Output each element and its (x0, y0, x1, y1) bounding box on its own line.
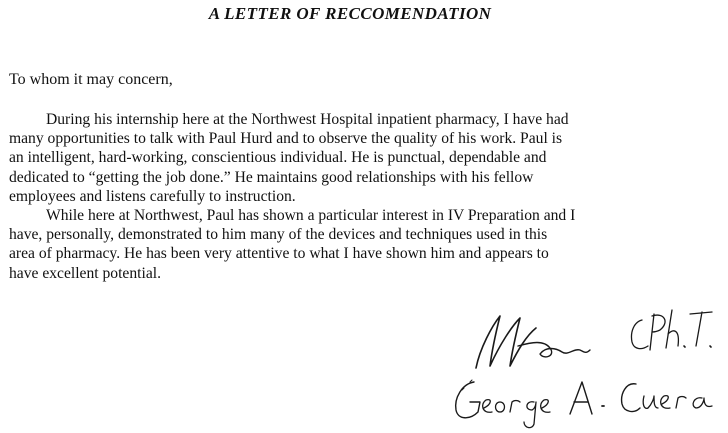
body-line: many opportunities to talk with Paul Hurd and to observe the quality of his work. Paul is (9, 130, 563, 148)
signature-initials-stroke (476, 316, 536, 368)
body-line: an intelligent, hard-working, conscientious individual. He is punctual, dependable and (9, 149, 547, 167)
signature-name-stroke (541, 400, 550, 413)
letter-body (9, 110, 721, 283)
body-line: While here at Northwest, Paul has shown a particular interest in IV Preparation and I (46, 207, 576, 225)
body-line: have, personally, demonstrated to him many of the devices and techniques used in this (9, 226, 548, 244)
signature-name-stroke (510, 401, 520, 413)
signature-name-stroke (676, 397, 686, 409)
body-line: area of pharmacy. He has been very attentive to what I have shown him and appears to (9, 245, 549, 263)
body-line: employees and listens carefully to instruction. (9, 187, 296, 205)
signature-name-stroke (693, 398, 712, 408)
signature-credential-stroke (690, 312, 712, 346)
signature-credential-stroke (684, 346, 685, 347)
signature-name-stroke (661, 396, 670, 409)
letter-title: A LETTER OF RECCOMENDATION (208, 4, 492, 23)
signature-name-stroke (524, 402, 536, 428)
signature-name-stroke (622, 384, 640, 412)
signature-name-stroke (643, 396, 658, 408)
signature-initials-stroke (518, 343, 590, 357)
body-line: During his internship here at the Northwest Hospital inpatient pharmacy, I have had (46, 111, 569, 128)
signature-credential-stroke (631, 320, 648, 349)
signature-name-stroke (483, 400, 492, 413)
signature-credential-stroke (666, 310, 678, 348)
body-line: dedicated to “getting the job done.” He maintains good relationships with his fellow (9, 168, 534, 186)
signature-credential-stroke (710, 346, 711, 347)
salutation: To whom it may concern, (9, 71, 173, 88)
handwritten-signature (440, 298, 728, 433)
body-line: have excellent potential. (9, 264, 161, 282)
signature-name-stroke (496, 402, 505, 412)
signature-credential-stroke (650, 314, 665, 350)
signature-name-stroke (570, 382, 592, 414)
signature-name-stroke (456, 382, 480, 418)
